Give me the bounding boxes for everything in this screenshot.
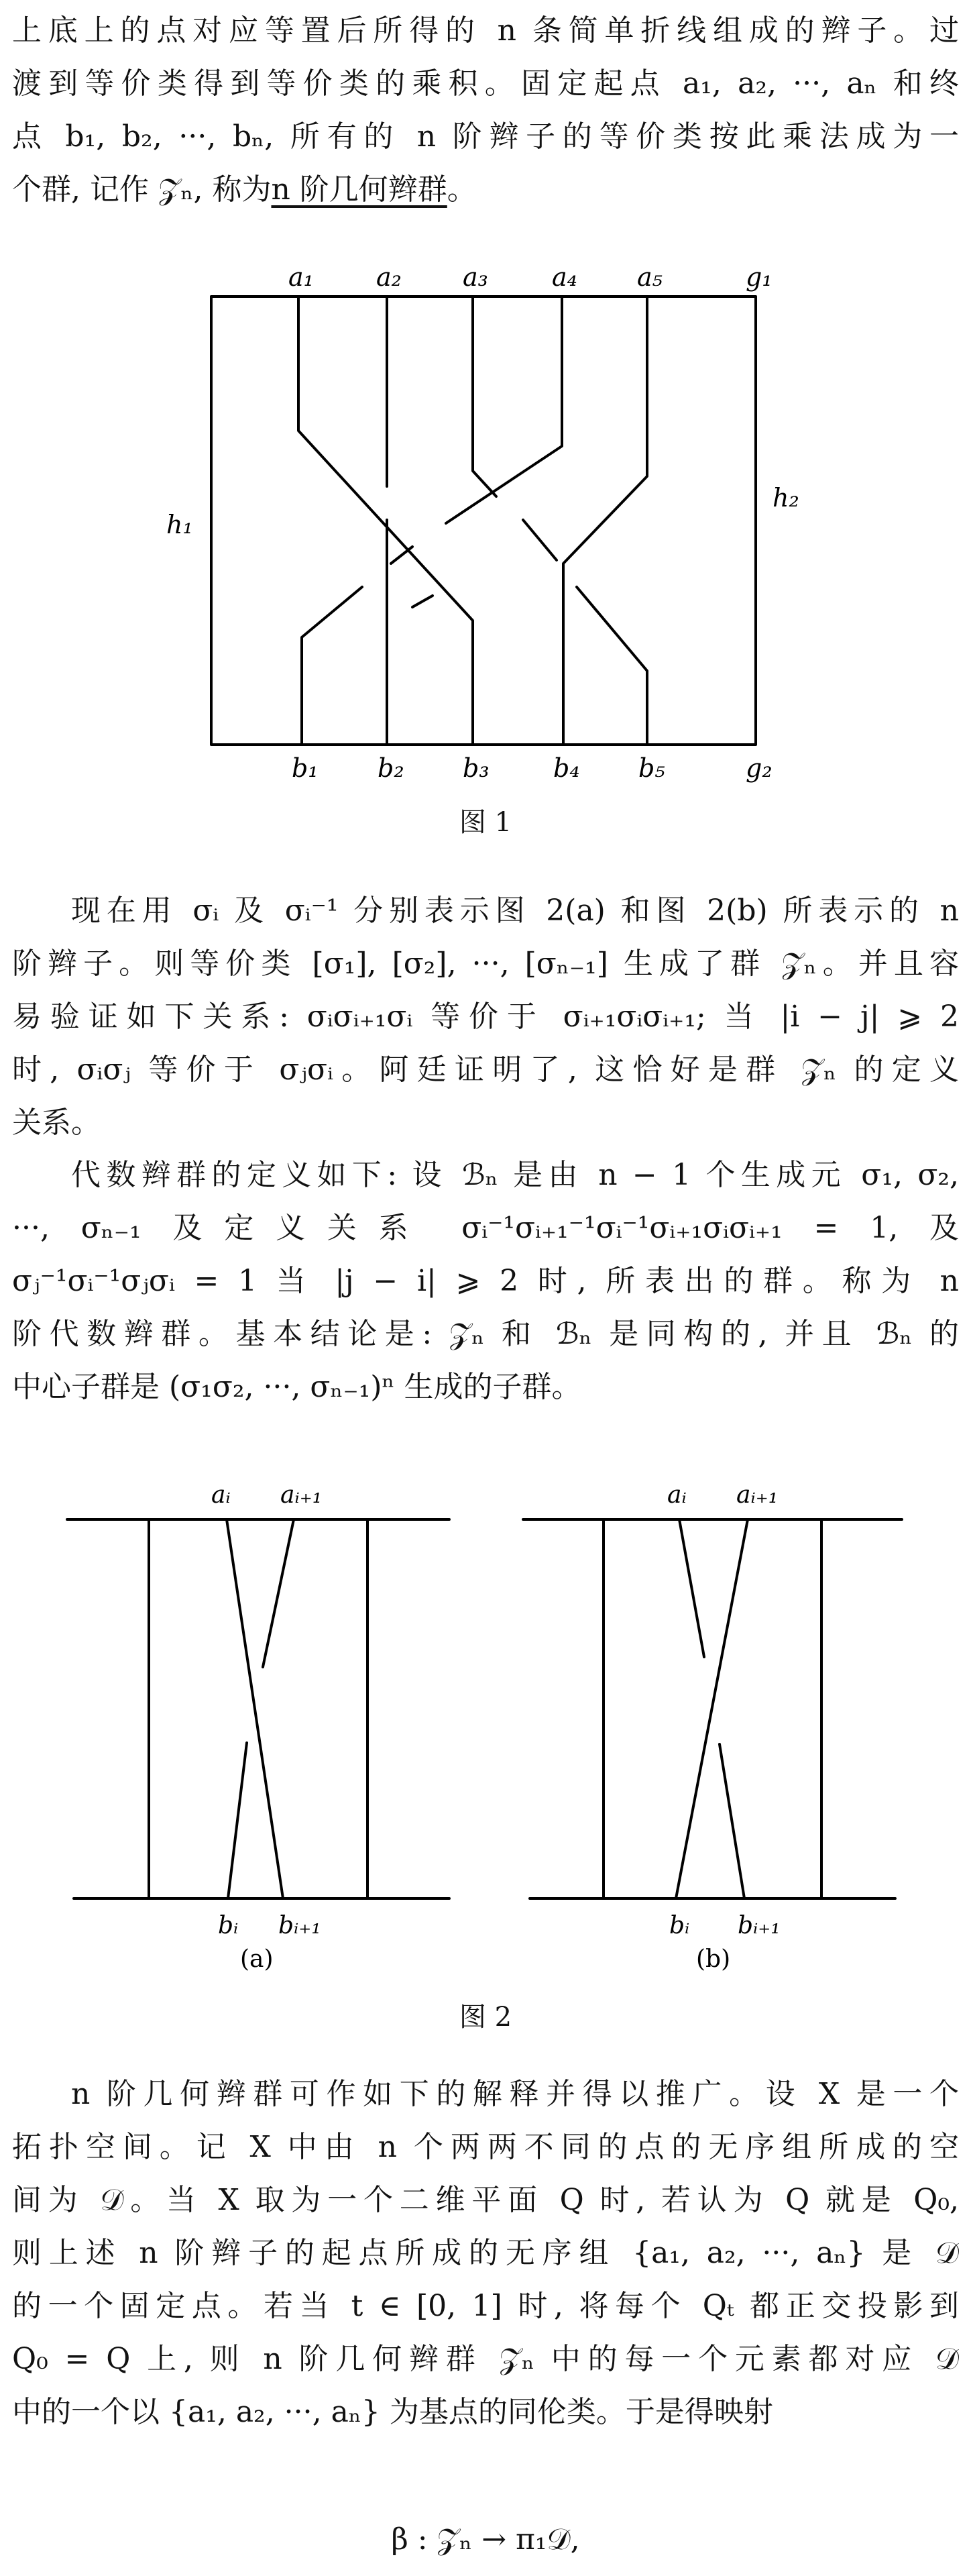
label-top: a₃ bbox=[463, 262, 488, 292]
paragraph-4 bbox=[12, 2068, 959, 2438]
text-line: ···, σₙ₋₁ 及定义关系 σᵢ⁻¹σᵢ₊₁⁻¹σᵢ⁻¹σᵢ₊₁σᵢσᵢ₊₁ = 1, 及 bbox=[12, 1211, 959, 1245]
braid-strand bbox=[391, 547, 412, 564]
text-line: 现在用 σᵢ 及 σᵢ⁻¹ 分别表示图 2(a) 和图 2(b) 所表示的 n bbox=[71, 894, 959, 928]
figure-1-caption: 图 1 bbox=[459, 807, 512, 838]
braid-strand bbox=[302, 587, 362, 745]
text-line: Q₀ = Q 上, 则 n 阶几何辫群 𝒵ₙ 中的每一个元素都对应 𝒟 bbox=[12, 2342, 959, 2376]
label-bottom: b₂ bbox=[378, 753, 404, 783]
text-line: n 阶几何辫群可作如下的解释并得以推广。设 X 是一个 bbox=[71, 2077, 959, 2111]
text-line: 的一个固定点。若当 t ∈ [0, 1] 时, 将每个 Qₜ 都正交投影到 bbox=[12, 2289, 959, 2323]
strand-crossing bbox=[228, 1743, 247, 1898]
label-side: h₂ bbox=[773, 483, 799, 513]
label-top: a₄ bbox=[552, 262, 577, 292]
label-top: aᵢ₊₁ bbox=[280, 1481, 323, 1509]
label-bottom: bᵢ₊₁ bbox=[738, 1912, 781, 1939]
figure-2-caption: 图 2 bbox=[459, 2002, 512, 2033]
label-top: aᵢ₊₁ bbox=[736, 1481, 779, 1509]
label-bottom: bᵢ bbox=[218, 1912, 239, 1939]
strand-crossing bbox=[263, 1519, 294, 1667]
braid-strand bbox=[577, 587, 647, 745]
text-line: 上底上的点对应等置后所得的 n 条简单折线组成的辫子。过 bbox=[12, 13, 959, 48]
braid-strand bbox=[412, 596, 433, 607]
label-bottom: b₅ bbox=[638, 753, 665, 783]
braid-strand bbox=[563, 297, 647, 745]
figure-2-generator-diagrams bbox=[0, 1462, 971, 1972]
text-line: 代数辫群的定义如下: 设 ℬₙ 是由 n − 1 个生成元 σ₁, σ₂, bbox=[71, 1158, 959, 1192]
strand-crossing bbox=[679, 1519, 704, 1657]
paragraph-2 bbox=[12, 884, 959, 1149]
label-bottom: b₁ bbox=[292, 753, 319, 783]
label-top: aᵢ bbox=[211, 1481, 231, 1509]
label-top: a₅ bbox=[637, 262, 663, 292]
paragraph-3 bbox=[12, 1148, 959, 1413]
subfigure-label: (a) bbox=[240, 1945, 274, 1972]
text-line: σⱼ⁻¹σᵢ⁻¹σⱼσᵢ = 1 当 |j − i| ⩾ 2 时, 所表出的群。称为 n bbox=[12, 1264, 959, 1298]
text-span: 个群, 记作 𝒵ₙ, 称为 bbox=[12, 172, 272, 207]
text-line: 渡到等价类得到等价类的乘积。固定起点 a₁, a₂, ···, aₙ 和终 bbox=[12, 66, 959, 101]
label-bottom: b₃ bbox=[463, 753, 490, 783]
text-span: 。 bbox=[447, 172, 477, 207]
display-formula: β : 𝒵ₙ → π₁𝒟, bbox=[391, 2522, 580, 2557]
text-line: 时, σᵢσⱼ 等价于 σⱼσᵢ。阿廷证明了, 这恰好是群 𝒵ₙ 的定义 bbox=[12, 1053, 959, 1087]
text-line: 间为 𝒟。当 X 取为一个二维平面 Q 时, 若认为 Q 就是 Q₀, bbox=[12, 2183, 959, 2217]
subfigure-label: (b) bbox=[696, 1945, 731, 1972]
frame bbox=[211, 297, 756, 745]
label-top: aᵢ bbox=[667, 1481, 687, 1509]
paragraph-1 bbox=[12, 4, 959, 216]
text-line: 则上述 n 阶辫子的起点所成的无序组 {a₁, a₂, ···, aₙ} 是 𝒟 bbox=[12, 2236, 959, 2270]
text-line: 中心子群是 (σ₁σ₂, ···, σₙ₋₁)ⁿ 生成的子群。 bbox=[12, 1370, 581, 1404]
label-side: h₁ bbox=[166, 510, 193, 539]
strand-crossing bbox=[720, 1744, 744, 1898]
braid-strand bbox=[446, 297, 562, 523]
text-line: 阶代数辫群。基本结论是: 𝒵ₙ 和 ℬₙ 是同构的, 并且 ℬₙ 的 bbox=[12, 1317, 959, 1351]
text-line: 中的一个以 {a₁, a₂, ···, aₙ} 为基点的同伦类。于是得映射 bbox=[12, 2395, 773, 2429]
figure-1-braid-diagram bbox=[0, 255, 971, 792]
label-bottom: b₄ bbox=[553, 753, 580, 783]
text-line: 拓扑空间。记 X 中由 n 个两两不同的点的无序组所成的空 bbox=[12, 2130, 959, 2164]
text-line: 点 b₁, b₂, ···, bₙ, 所有的 n 阶辫子的等价类按此乘法成为一 bbox=[12, 119, 959, 154]
label-top: a₁ bbox=[288, 262, 314, 292]
label-bottom: bᵢ bbox=[669, 1912, 690, 1939]
label-top: a₂ bbox=[376, 262, 402, 292]
strand-crossing bbox=[676, 1519, 748, 1898]
label-top: g₁ bbox=[746, 262, 773, 292]
label-bottom: g₂ bbox=[746, 753, 773, 783]
braid-strand bbox=[473, 297, 496, 496]
braid-strand bbox=[523, 520, 557, 560]
text-line: 易验证如下关系: σᵢσᵢ₊₁σᵢ 等价于 σᵢ₊₁σᵢσᵢ₊₁; 当 |i − j| ⩾ 2 bbox=[12, 1000, 959, 1034]
label-bottom: bᵢ₊₁ bbox=[278, 1912, 321, 1939]
text-line: 阶辫子。则等价类 [σ₁], [σ₂], ···, [σₙ₋₁] 生成了群 𝒵ₙ。并且容 bbox=[12, 947, 959, 981]
text-line bbox=[12, 163, 959, 216]
text-line: 关系。 bbox=[12, 1106, 101, 1140]
defined-term: n 阶几何辫群 bbox=[271, 172, 447, 207]
